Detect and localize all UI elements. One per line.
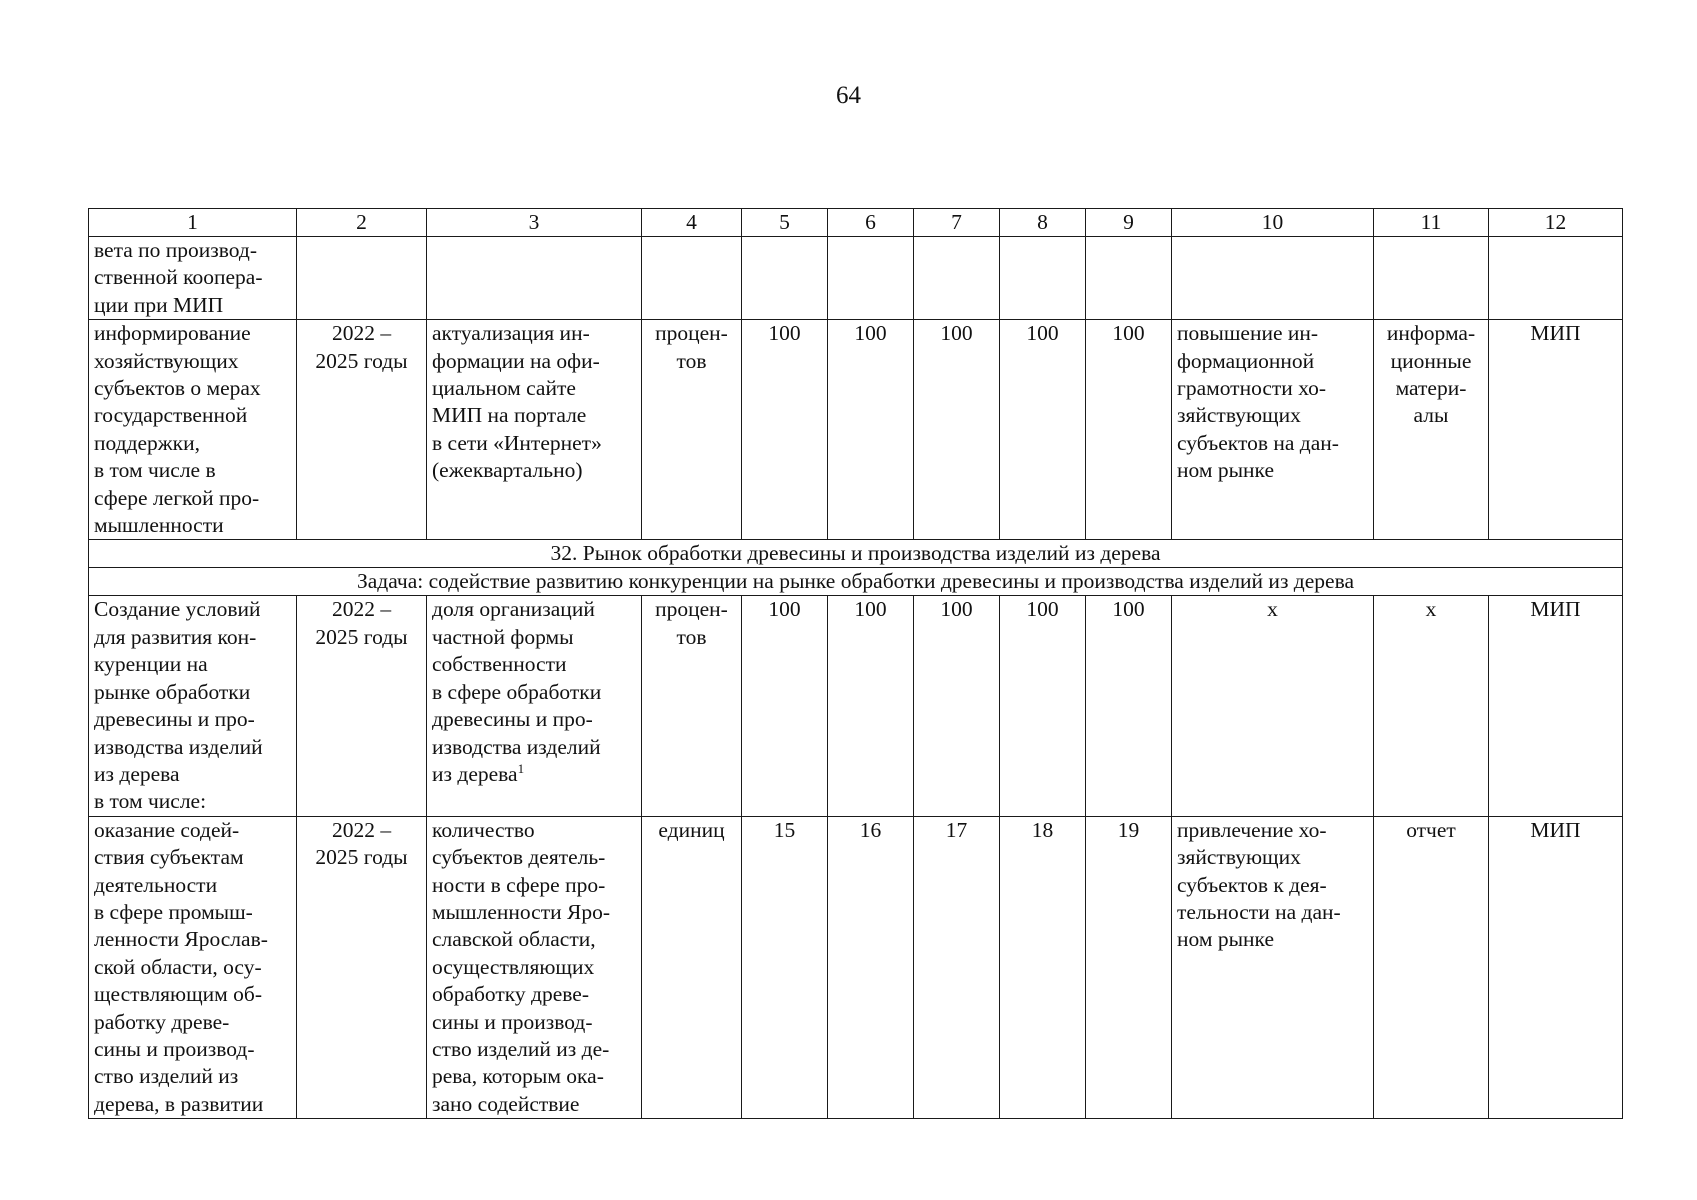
column-header-9: 9 [1086,209,1172,237]
cell-value-5: 15 [742,816,828,1118]
cell-period: 2022 – 2025 годы [297,596,427,816]
cell-indicator [427,596,642,816]
cell-value-9: 19 [1086,816,1172,1118]
cell-value-5: 100 [742,320,828,540]
program-measures-table [88,208,1623,1119]
cell-result: повышение ин- формационной грамотности хо- зяйствующих субъектов на дан- ном рынке [1172,320,1374,540]
cell-unit: процен- тов [642,596,742,816]
cell-document: х [1374,596,1489,816]
task-row [89,568,1623,596]
section-row [89,540,1623,568]
column-header-2: 2 [297,209,427,237]
cell-value-9: 100 [1086,320,1172,540]
table-row [89,237,1623,320]
cell-value-8: 100 [1000,596,1086,816]
cell-value-5 [742,237,828,320]
cell-result: привлечение хо- зяйствующих субъектов к дея- тельности на дан- ном рынке [1172,816,1374,1118]
column-header-7: 7 [914,209,1000,237]
cell-unit: единиц [642,816,742,1118]
table-row [89,816,1623,1118]
cell-indicator-text: доля организаций частной формы собственности в сфере обработки древесины и про- изводства изделий из дерева [432,597,602,786]
cell-value-6: 100 [828,320,914,540]
cell-measure: вета по производ- ственной коопера- ции при МИП [89,237,297,320]
cell-value-7 [914,237,1000,320]
cell-indicator [427,237,642,320]
column-number-row [89,209,1623,237]
cell-executor [1489,237,1623,320]
cell-value-7: 17 [914,816,1000,1118]
cell-result [1172,237,1374,320]
page-number: 64 [836,82,861,109]
cell-document [1374,237,1489,320]
cell-indicator: актуализация ин- формации на офи- циальном сайте МИП на портале в сети «Интернет» (ежеквартально) [427,320,642,540]
cell-measure: оказание содей- ствия субъектам деятельности в сфере промыш- ленности Ярослав- ской области, осу- ществляющим об- работку древе- сины и производ- ство изделий из дерева, в развитии [89,816,297,1118]
column-header-3: 3 [427,209,642,237]
column-header-5: 5 [742,209,828,237]
cell-executor: МИП [1489,816,1623,1118]
column-header-6: 6 [828,209,914,237]
cell-measure: Создание условий для развития кон- куренции на рынке обработки древесины и про- изводства изделий из дерева в том числе: [89,596,297,816]
cell-value-9: 100 [1086,596,1172,816]
cell-executor: МИП [1489,596,1623,816]
footnote-marker: 1 [517,760,525,776]
column-header-1: 1 [89,209,297,237]
cell-result: х [1172,596,1374,816]
cell-value-7: 100 [914,320,1000,540]
column-header-8: 8 [1000,209,1086,237]
cell-indicator: количество субъектов деятель- ности в сфере про- мышленности Яро- славской области, осуществляющих обработку древе- сины и производ- ство изделий из де- рева, которым ока- зано содействие [427,816,642,1118]
cell-value-7: 100 [914,596,1000,816]
cell-executor: МИП [1489,320,1623,540]
section-title: 32. Рынок обработки древесины и производства изделий из дерева [89,540,1623,568]
cell-document: отчет [1374,816,1489,1118]
cell-value-8: 100 [1000,320,1086,540]
cell-unit [642,237,742,320]
column-header-10: 10 [1172,209,1374,237]
cell-value-8: 18 [1000,816,1086,1118]
cell-measure: информирование хозяйствующих субъектов о мерах государственной поддержки, в том числе в сфере легкой про- мышленности [89,320,297,540]
task-title: Задача: содействие развитию конкуренции на рынке обработки древесины и производства изделий из дерева [89,568,1623,596]
cell-value-8 [1000,237,1086,320]
cell-document: информа- ционные матери- алы [1374,320,1489,540]
column-header-12: 12 [1489,209,1623,237]
column-header-11: 11 [1374,209,1489,237]
cell-period [297,237,427,320]
cell-value-5: 100 [742,596,828,816]
cell-value-6: 100 [828,596,914,816]
cell-unit: процен- тов [642,320,742,540]
cell-value-9 [1086,237,1172,320]
table-row [89,320,1623,540]
cell-value-6 [828,237,914,320]
table-row [89,596,1623,816]
cell-period: 2022 – 2025 годы [297,816,427,1118]
column-header-4: 4 [642,209,742,237]
cell-period: 2022 – 2025 годы [297,320,427,540]
cell-value-6: 16 [828,816,914,1118]
